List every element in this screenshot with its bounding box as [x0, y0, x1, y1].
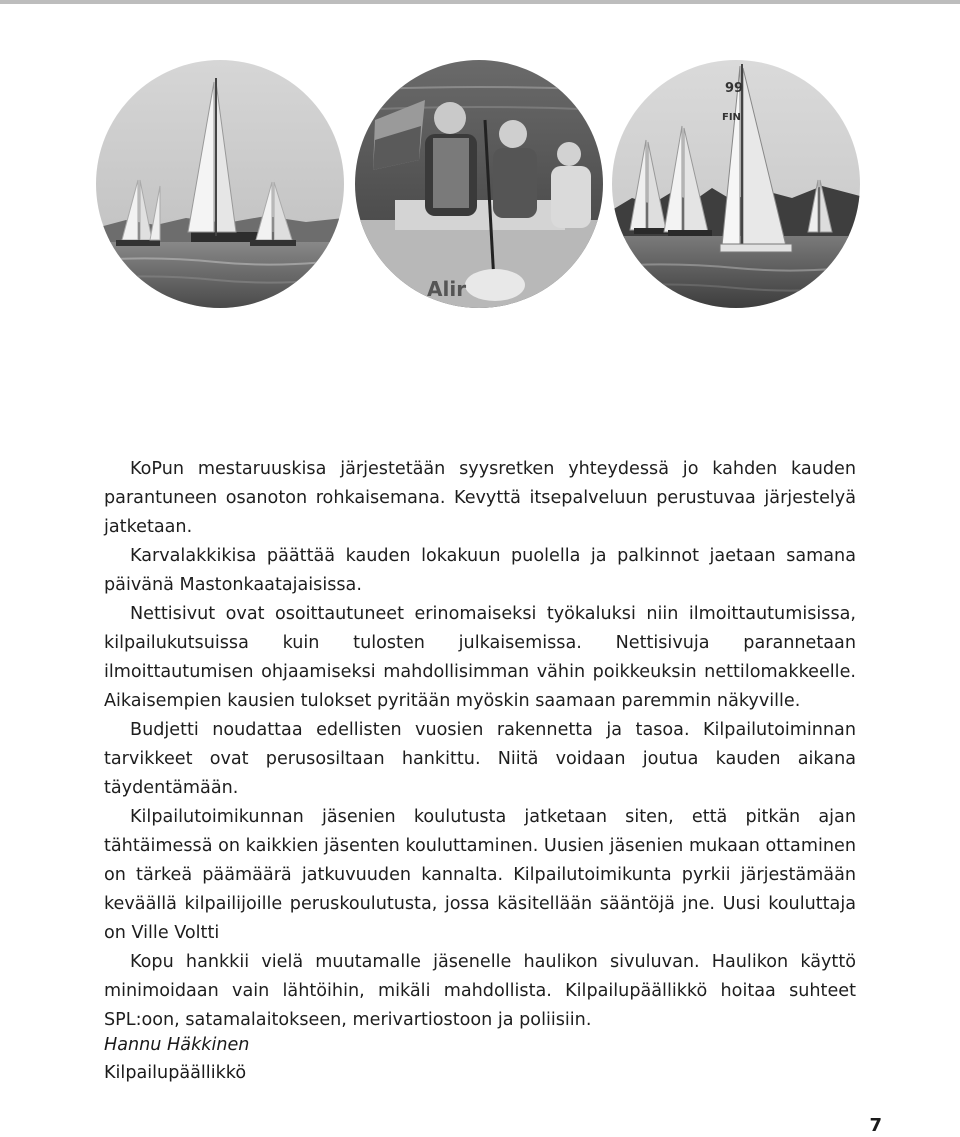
page-number: 7 — [869, 1115, 882, 1136]
sailboats-photo-image — [96, 60, 344, 308]
sail-number-text: 99 — [725, 81, 744, 96]
top-rule — [0, 0, 960, 4]
racing-sailboats-photo-image — [612, 60, 860, 308]
paragraph-karvalakki: Karvalakkikisa päättää kauden lokakuun puolella ja palkinnot jaetaan samana päivänä Mastonkaatajaisissa. — [104, 546, 856, 595]
sail-country-text: FIN — [722, 112, 741, 123]
paragraph-website: Nettisivut ovat osoittautuneet erinomaiseksi työkaluksi niin ilmoittautumisissa, kilpailukutsuissa kuin tulosten julkaisemissa. Nettisivuja parannetaan ilmoittautumisen ohjaamiseksi mahdollisimman vähin poikkeuksin nettilomakkeelle. Aikaisempien kausien tulokset pyritään myöskin saamaan paremmin näkyville. — [104, 604, 856, 711]
signature — [104, 1031, 249, 1087]
racing-sailboats-photo — [612, 60, 860, 308]
article-body — [104, 455, 856, 1035]
paragraph-championship: KoPun mestaruuskisa järjestetään syysretken yhteydessä jo kahden kauden parantuneen osanoton rohkaisemana. Kevyttä itsepalveluun perustuvaa järjestelyä jatketaan. — [104, 459, 856, 537]
sailboats-photo — [96, 60, 344, 308]
paragraph-shotgun: Kopu hankkii vielä muutamalle jäsenelle haulikon sivuluvan. Haulikon käyttö minimoidaan vain lähtöihin, mikäli mahdollista. Kilpailupäällikkö hoitaa suhteet SPL:oon, satamalaitokseen, merivartiostoon ja poliisiin. — [104, 952, 856, 1030]
paragraph-training: Kilpailutoimikunnan jäsenien koulutusta jatketaan siten, että pitkän ajan tähtäimessä on kaikkien jäsenten kouluttaminen. Uusien jäsenien mukaan ottaminen on tärkeä päämäärä jatkuvuuden kannalta. Kilpailutoimikunta pyrkii järjestämään keväällä kilpailijoille peruskoulutusta, jossa käsitellään sääntöjä jne. Uusi kouluttaja on Ville Voltti — [104, 807, 856, 943]
signature-name: Hannu Häkkinen — [104, 1035, 250, 1055]
boat-name-text: Alir — [427, 277, 467, 301]
crew-on-yacht-photo — [355, 60, 603, 308]
crew-on-yacht-photo-image — [355, 60, 603, 308]
paragraph-budget: Budjetti noudattaa edellisten vuosien rakennetta ja tasoa. Kilpailutoiminnan tarvikkeet ovat perusosiltaan hankittu. Niitä voidaan joutua kauden aikana täydentämään. — [104, 720, 856, 798]
signature-role: Kilpailupäällikkö — [104, 1063, 247, 1083]
